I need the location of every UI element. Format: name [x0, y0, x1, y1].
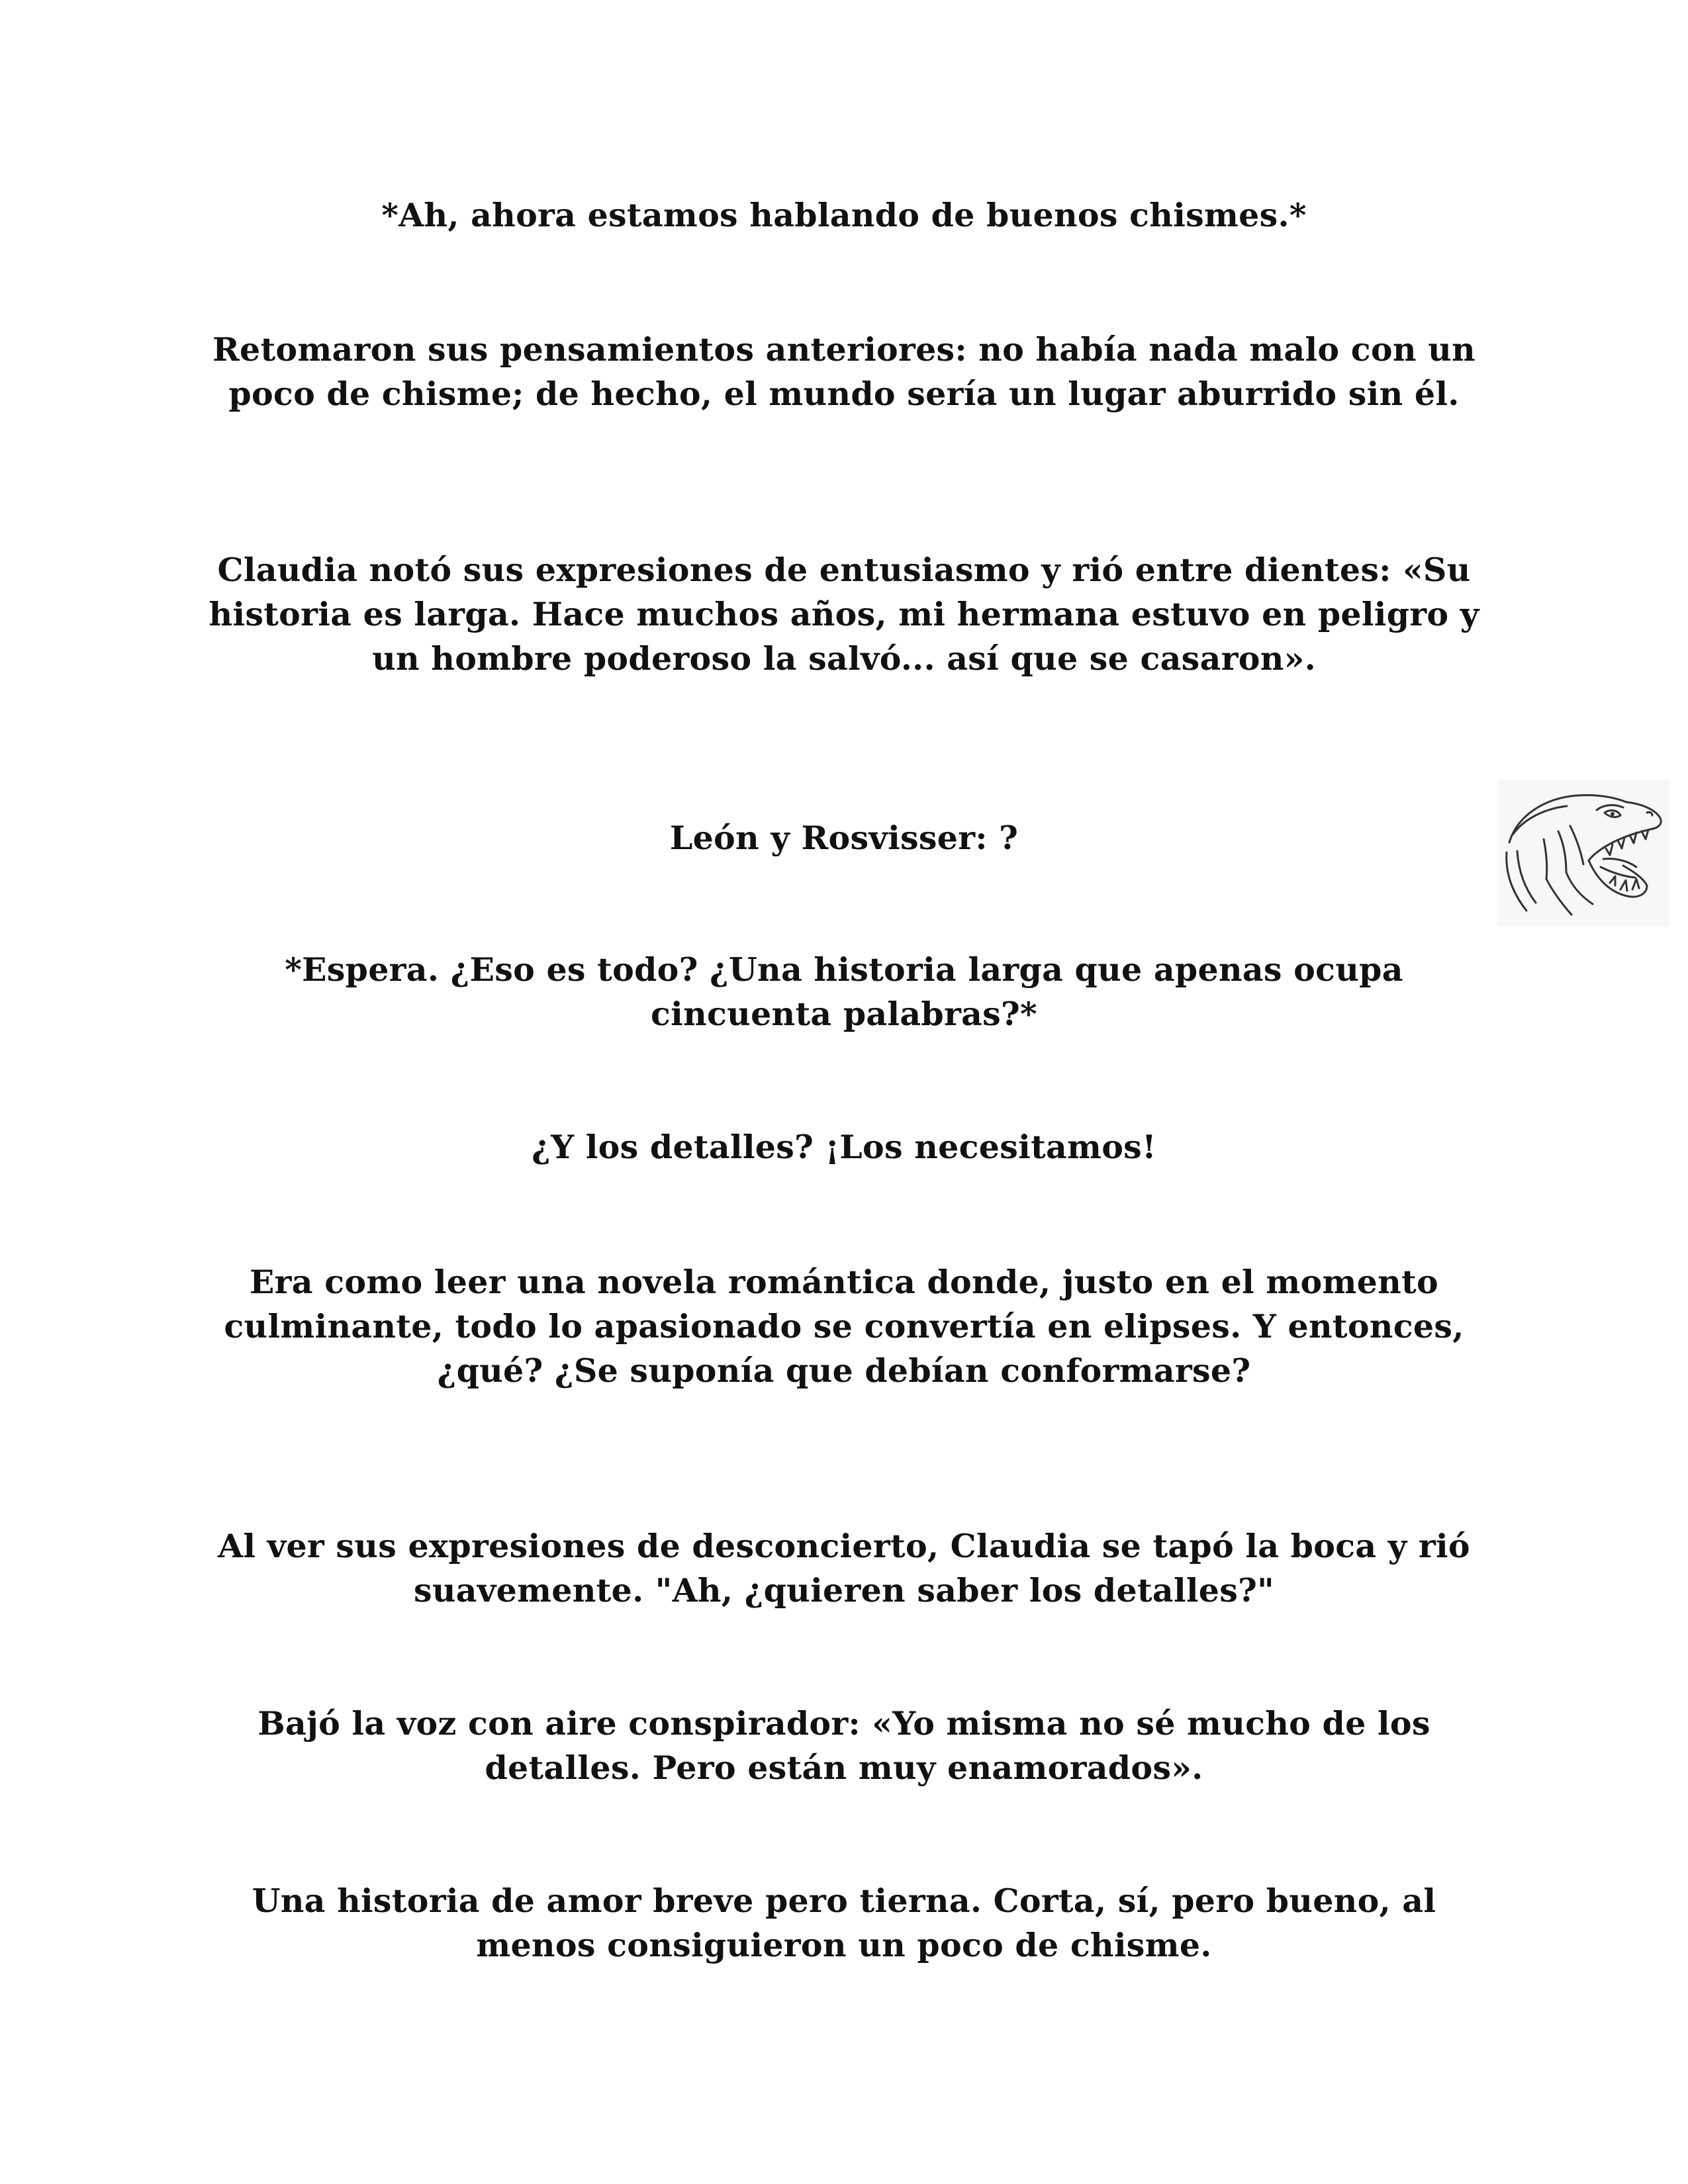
dinosaur-head-sketch-icon [1497, 780, 1669, 927]
paragraph-6: ¿Y los detalles? ¡Los necesitamos! [532, 1128, 1156, 1166]
paragraph-7: Era como leer una novela romántica donde, justo en el momento culminante, todo lo apasionado se convertía en elipses. Y entonces, ¿qué? ¿Se suponía que debían conformarse? [224, 1263, 1464, 1390]
dinosaur-illustration [1497, 780, 1669, 927]
paragraph-8: Al ver sus expresiones de desconcierto, Claudia se tapó la boca y rió suavemente. "Ah, ¿quieren saber los detalles?" [218, 1527, 1470, 1610]
paragraph-9: Bajó la voz con aire conspirador: «Yo misma no sé mucho de los detalles. Pero están muy enamorados». [258, 1704, 1430, 1787]
paragraph-5: *Espera. ¿Eso es todo? ¿Una historia larga que apenas ocupa cincuenta palabras?* [285, 950, 1403, 1033]
paragraph-4: León y Rosvisser: ? [669, 819, 1019, 857]
paragraph-3: Claudia notó sus expresiones de entusiasmo y rió entre dientes: «Su historia es larga. Hace muchos años, mi hermana estuvo en peligro y un hombre poderoso la salvó... así que se casaron». [209, 551, 1479, 678]
paragraph-2: Retomaron sus pensamientos anteriores: no había nada malo con un poco de chisme; de hecho, el mundo sería un lugar aburrido sin él. [212, 330, 1476, 413]
paragraph-10: Una historia de amor breve pero tierna. Corta, sí, pero bueno, al menos consiguieron un poco de chisme. [252, 1882, 1436, 1964]
paragraph-1: *Ah, ahora estamos hablando de buenos chismes.* [381, 196, 1307, 234]
